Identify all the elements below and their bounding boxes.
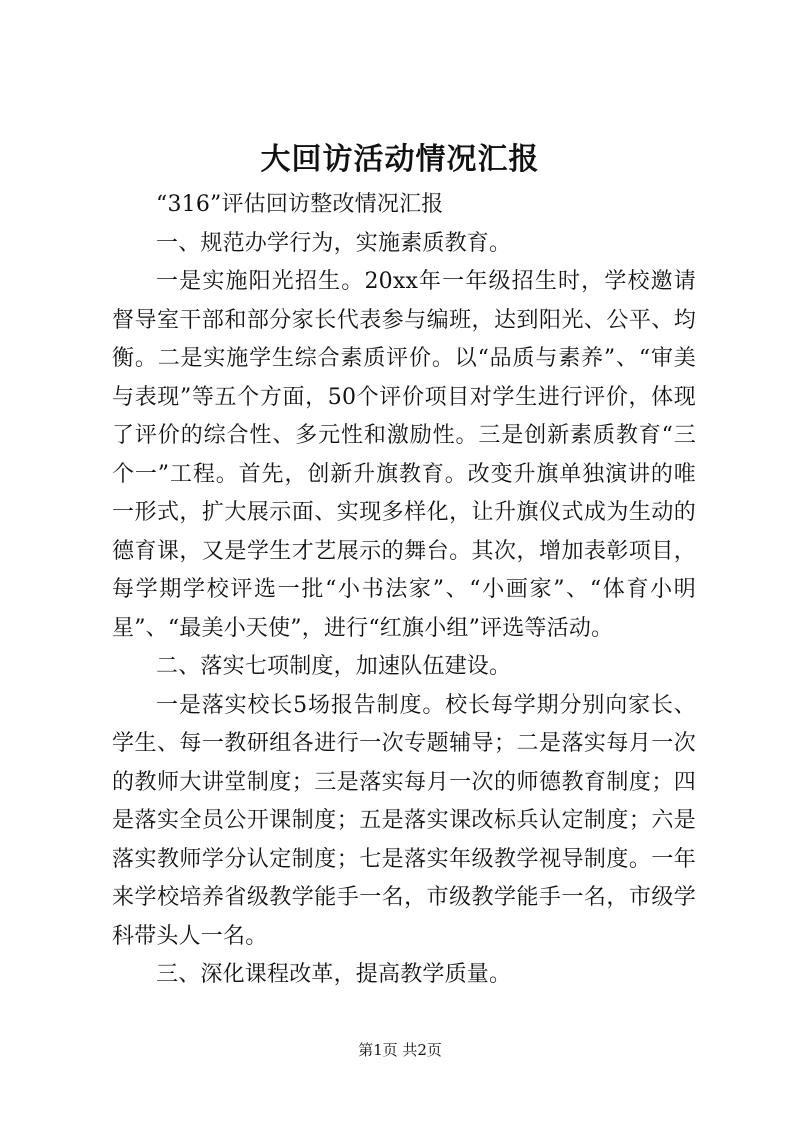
paragraph-section-2-heading: 二、落实七项制度，加速队伍建设。: [156, 654, 512, 679]
paragraph-section-2-content: 一是落实校长5场报告制度。校长每学期分别向家长、学生、每一教研组各进行一次专题辅导；二是落实每月一次的教师大讲堂制度；三是落实每月一次的师德教育制度；四是落实全员公开课制度；五是落实课改标兵认定制度；六是落实教师学分认定制度；七是落实年级教学视导制度。一年来学校培养省级教学能手一名，市级教学能手一名，市级学科带头人一名。: [112, 692, 696, 949]
document-body: [112, 186, 696, 995]
page-footer: 第1页 共2页: [358, 1041, 442, 1059]
paragraph-section-1-content: 一是实施阳光招生。20xx年一年级招生时，学校邀请督导室干部和部分家长代表参与编班，达到阳光、公平、均衡。二是实施学生综合素质评价。以“品质与素养”、“审美与表现”等五个方面，50个评价项目对学生进行评价，体现了评价的综合性、多元性和激励性。三是创新素质教育“三个一”工程。首先，创新升旗教育。改变升旗单独演讲的唯一形式，扩大展示面、实现多样化，让升旗仪式成为生动的德育课，又是学生才艺展示的舞台。其次，增加表彰项目，每学期学校评选一批“小书法家”、“小画家”、“体育小明星”、“最美小天使”，进行“红旗小组”评选等活动。: [112, 269, 696, 641]
paragraph-section-3-heading: 三、深化课程改革，提高教学质量。: [156, 962, 512, 987]
document-title: 大回访活动情况汇报: [260, 142, 540, 177]
paragraph-section-1-heading: 一、规范办学行为，实施素质教育。: [156, 230, 512, 256]
paragraph-subtitle: “316”评估回访整改情况汇报: [156, 192, 444, 217]
